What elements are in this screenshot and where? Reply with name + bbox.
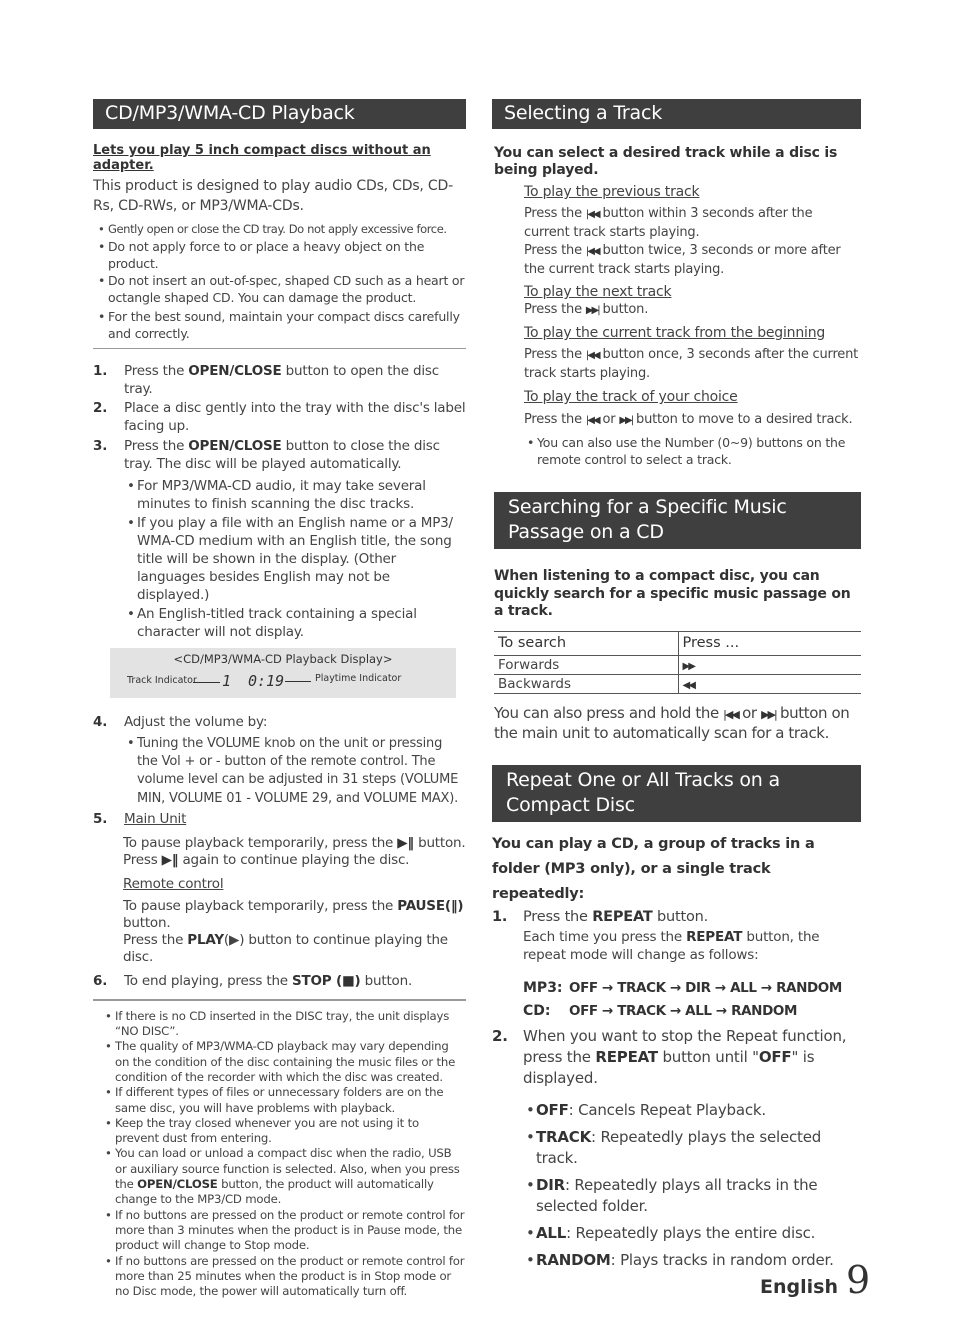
caution-item: • Do not apply force to or place a heavy object on the product. [95, 239, 466, 272]
playtime-value: 0:19 [248, 672, 285, 690]
caution-item: • For the best sound, maintain your compact discs carefully and correctly. [95, 309, 466, 342]
repeat-intro: You can play a CD, a group of tracks in a folder (MP3 only), or a single track repeatedly: [492, 835, 815, 902]
table-row [494, 674, 861, 693]
search-intro: When listening to a compact disc, you can quickly search for a specific music passage on a track. [494, 568, 851, 619]
step-number: 5. [93, 810, 108, 827]
step-6 [93, 972, 466, 990]
title-line: Passage on a CD [508, 521, 664, 543]
step-4 [93, 713, 466, 731]
next-track-text: Press the ▶▶| button. [524, 302, 649, 317]
step-text: Press the [124, 438, 189, 454]
repeat-mode-sequences [523, 977, 861, 1023]
mp3-sequence: MP3: OFF → TRACK → DIR → ALL → RANDOM [523, 979, 842, 996]
language-label: English [760, 1276, 838, 1298]
text-fragment: To pause playback temporarily, press the [123, 834, 398, 851]
table-header-cell: To search [494, 631, 678, 655]
note-item: • You can also use the Number (0~9) buttons on the remote control to select a track. [524, 434, 861, 468]
next-icon: ▶▶| [761, 707, 776, 721]
section-subtitle: Lets you play 5 inch compact discs without an adapter. [93, 143, 431, 173]
playback-display-figure [110, 648, 456, 698]
repeat-step-1-detail: Each time you press the REPEAT button, the repeat mode will change as follows: [523, 928, 820, 963]
cd-sequence: CD: OFF → TRACK → ALL → RANDOM [523, 1002, 797, 1019]
choice-track-heading: To play the track of your choice [524, 389, 738, 405]
note-item: • For MP3/WMA-CD audio, it may take several minutes to finish scanning the disc tracks. [124, 477, 466, 513]
repeat-step-1: 1. Press the REPEAT button. [492, 908, 709, 925]
select-instructions [524, 183, 861, 468]
step-text: button. [360, 972, 413, 989]
previous-icon: |◀◀ [723, 707, 738, 721]
text-fragment: button to continue playing the disc. [123, 931, 448, 965]
remote-control-heading: Remote control [123, 875, 224, 892]
text-fragment: again to continue playing the disc. [178, 851, 410, 868]
table-header-cell: Press ... [678, 631, 861, 655]
repeat-step-2: 2. When you want to stop the Repeat function, press the REPEAT button until "OFF" is displayed. [492, 1026, 847, 1087]
remote-control-text: To pause playback temporarily, press the PAUSE(‖) button. Press the PLAY(▶) button to continue playing the disc. [123, 897, 464, 965]
play-pause-icon: ▶‖ [161, 851, 179, 868]
note-item: • Tuning the VOLUME knob on the unit or pressing the Vol + or - button of the remote control. The volume level can be adjusted in 31 steps (VOLUME MIN, VOLUME 01 - VOLUME 29, and VOLUME MAX). [124, 735, 466, 808]
search-table [494, 631, 861, 694]
search-after-text: You can also press and hold the |◀◀ or ▶▶| button on the main unit to automatically scan for a track. [494, 703, 850, 742]
stop-icon: ■ [341, 972, 355, 989]
track-indicator-line [193, 682, 220, 683]
note-item: • An English-titled track containing a special character will not display. [124, 605, 466, 641]
play-icon: ▶ [229, 931, 240, 948]
pause-label: PAUSE [397, 897, 445, 914]
repeat-mode-item: • OFF: Cancels Repeat Playback. [523, 1100, 861, 1121]
step-text: button to close the disc tray. The disc will be played automatically. [124, 438, 440, 472]
step-number: 1. [93, 363, 108, 379]
repeat-mode-item: • RANDOM: Plays tracks in random order. [523, 1250, 861, 1271]
play-pause-icon: ▶‖ [397, 834, 414, 851]
title-line: Searching for a Specific Music [508, 496, 787, 518]
step-text: button to open the disc tray. [124, 363, 439, 397]
note-item: • If you play a file with an English name or a MP3/ WMA-CD medium with an English title, the song title will be shown in the display. (Other languages besides English may not be displayed.) [124, 514, 466, 604]
pause-icon: ‖ [450, 897, 458, 914]
note-item: • If different types of files or unnecessary folders are on the same disc, you will have problems with playback. [102, 1085, 466, 1116]
step-number: 2. [93, 400, 108, 416]
text-fragment: To pause playback temporarily, press the [123, 897, 398, 914]
previous-icon: |◀◀ [585, 209, 599, 220]
display-caption: <CD/MP3/WMA-CD Playback Display> [173, 652, 393, 666]
note-item: • The quality of MP3/WMA-CD playback may vary depending on the condition of the disc containing the music files or the condition of the recorder with which the disc was created. [102, 1039, 466, 1085]
note-item: • You can load or unload a compact disc when the radio, USB or auxiliary source function is selected. Also, when you press the OPEN/CLOSE button, the product will automatically change to the MP3/CD mode. [102, 1146, 466, 1207]
stop-label: STOP ( [292, 972, 342, 989]
choice-notes [524, 434, 861, 468]
intro-text: This product is designed to play audio CDs, CDs, CD-Rs, CD-RWs, or MP3/WMA-CDs. [93, 178, 453, 214]
rewind-icon: ◀◀ [682, 679, 694, 691]
text-fragment: Press the [123, 931, 188, 948]
caution-list [93, 222, 466, 342]
next-icon: ▶▶| [619, 415, 633, 426]
open-close-label: OPEN/CLOSE [188, 363, 282, 379]
next-track-heading: To play the next track [524, 284, 672, 300]
step-number: 2. [492, 1026, 508, 1045]
divider [93, 999, 466, 1001]
note-item: • If there is no CD inserted in the DISC tray, the unit displays “NO DISC”. [102, 1009, 466, 1040]
step-text: Place a disc gently into the tray with the disc's label facing up. [124, 400, 466, 434]
previous-icon: |◀◀ [585, 415, 599, 426]
table-header-row [494, 631, 861, 655]
section-title-searching [494, 492, 861, 549]
stop-label-close: ) [354, 972, 361, 989]
next-icon: ▶▶| [585, 305, 599, 316]
caution-item: • Do not insert an out-of-spec, shaped CD such as a heart or octangle shaped CD. You can damage the product. [95, 273, 466, 306]
previous-icon: |◀◀ [585, 246, 599, 257]
page-number: 9 [845, 1258, 871, 1302]
step-3-notes [124, 477, 466, 641]
text-fragment: button. Press [123, 834, 466, 868]
step-2 [93, 399, 466, 435]
step-text: Press the [124, 363, 189, 379]
table-cell: Forwards [494, 655, 678, 674]
note-item: • Keep the tray closed whenever you are not using it to prevent dust from entering. [102, 1116, 466, 1147]
track-indicator-label: Track Indicator [127, 675, 197, 686]
table-cell [678, 674, 861, 693]
step-1 [93, 362, 466, 398]
text-fragment: button. [123, 914, 171, 931]
track-number-value: 1 [222, 672, 232, 690]
step-3 [93, 437, 466, 473]
title-line: Compact Disc [506, 793, 635, 816]
repeat-label: REPEAT [592, 908, 653, 925]
step-5 [93, 810, 466, 828]
play-label: PLAY [187, 931, 224, 948]
page-footer [760, 1258, 870, 1302]
step-number: 3. [93, 438, 108, 454]
step-text: To end playing, press the [124, 972, 292, 989]
step-number: 1. [492, 908, 508, 925]
divider [93, 348, 466, 349]
current-track-heading: To play the current track from the beginning [524, 325, 826, 341]
previous-icon: |◀◀ [585, 350, 599, 361]
section-title-cd-playback: CD/MP3/WMA-CD Playback [93, 99, 466, 129]
repeat-label: REPEAT [595, 1047, 658, 1066]
repeat-mode-item: • TRACK: Repeatedly plays the selected track. [523, 1127, 861, 1169]
section-title-repeat [492, 765, 861, 822]
current-track-text: Press the |◀◀ button once, 3 seconds after the current track starts playing. [524, 347, 859, 381]
fast-forward-icon: ▶▶ [682, 660, 694, 672]
note-item: • If no buttons are pressed on the product or remote control for more than 25 minutes when the product is in Stop mode or no Disc mode, the power will automatically turn off. [102, 1254, 466, 1300]
table-row [494, 655, 861, 674]
step-4-notes [124, 735, 466, 808]
step-number: 4. [93, 714, 108, 730]
step-number: 6. [93, 972, 108, 989]
prev-track-text-2: Press the |◀◀ button twice, 3 seconds or more after the current track starts playing. [524, 243, 841, 277]
note-item: • If no buttons are pressed on the product or remote control for more than 3 minutes when the product is in Pause mode, the product will change to Stop mode. [102, 1208, 466, 1254]
notes-list [93, 1009, 466, 1300]
main-unit-text [123, 835, 466, 869]
main-unit-heading: Main Unit [124, 810, 187, 827]
section-title-selecting-track: Selecting a Track [492, 99, 861, 129]
table-cell [678, 655, 861, 674]
choice-track-text: Press the |◀◀ or ▶▶| button to move to a desired track. [524, 412, 853, 427]
prev-track-text-1: Press the |◀◀ button within 3 seconds after the current track starts playing. [524, 206, 813, 240]
step-text: Adjust the volume by: [124, 714, 268, 730]
repeat-mode-item: • DIR: Repeatedly plays all tracks in the selected folder. [523, 1175, 861, 1217]
title-line: Repeat One or All Tracks on a [506, 768, 780, 791]
right-column [492, 99, 861, 1271]
select-intro: You can select a desired track while a disc is being played. [494, 145, 838, 178]
playtime-indicator-label: Playtime Indicator [315, 673, 402, 684]
repeat-mode-item: • ALL: Repeatedly plays the entire disc. [523, 1223, 861, 1244]
repeat-mode-list [523, 1100, 861, 1271]
table-cell: Backwards [494, 674, 678, 693]
prev-track-heading: To play the previous track [524, 184, 700, 200]
playtime-indicator-line [285, 681, 311, 682]
left-column [93, 99, 466, 1299]
caution-item: • Gently open or close the CD tray. Do not apply excessive force. [95, 222, 466, 237]
open-close-label: OPEN/CLOSE [188, 438, 282, 454]
